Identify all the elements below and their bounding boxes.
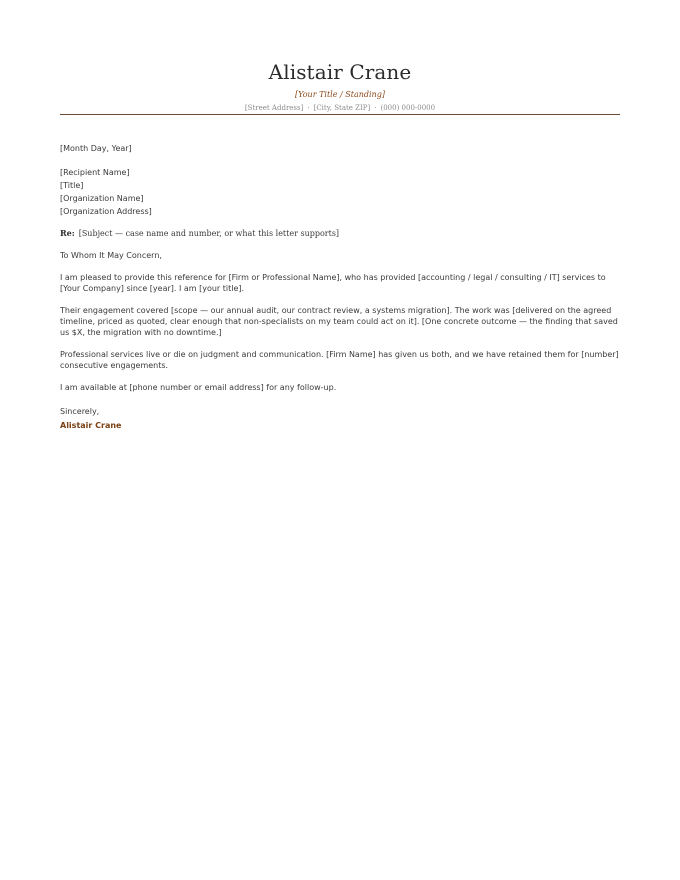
recipient-name: [Recipient Name] <box>60 168 130 177</box>
sender-phone: (000) 000-0000 <box>380 104 436 112</box>
contact-separator: · <box>307 104 310 112</box>
recipient-organization: [Organization Name] <box>60 194 144 203</box>
letter-page <box>60 58 620 431</box>
header-divider <box>60 114 620 115</box>
letter-date: [Month Day, Year] <box>60 144 132 153</box>
subject-text: [Subject — case name and number, or what this letter supports] <box>78 229 340 238</box>
body-paragraph: I am pleased to provide this reference for [Firm or Professional Name], who has provided [accounting / legal / consulting / IT] services to [Your Company] since [year]. I am [your title]. <box>60 273 606 293</box>
body-paragraph: Professional services live or die on judgment and communication. [Firm Name] has given us both, and we have retained them for [number] consecutive engagements. <box>60 350 619 370</box>
sender-title: [Your Title / Standing] <box>295 90 385 99</box>
sender-contact <box>60 103 620 113</box>
recipient-address: [Organization Address] <box>60 207 152 216</box>
body-paragraph: Their engagement covered [scope — our annual audit, our contract review, a systems migration]. The work was [delivered on the agreed timeline, priced as quoted, clear enough that non-specialists on my team could act on it]. [One concrete outcome — the finding that saved us $X, the migration with no downtime.] <box>60 306 618 337</box>
recipient-title: [Title] <box>60 181 84 190</box>
closing: Sincerely, <box>60 407 100 416</box>
contact-separator: · <box>374 104 377 112</box>
body-paragraph: I am available at [phone number or email address] for any follow-up. <box>60 383 337 392</box>
salutation: To Whom It May Concern, <box>60 251 162 260</box>
sender-name: Alistair Crane <box>268 60 412 84</box>
subject-label: Re: <box>60 228 75 238</box>
letterhead <box>60 58 620 115</box>
signature-name: Alistair Crane <box>60 421 122 430</box>
recipient-block <box>60 166 620 218</box>
sender-address: [Street Address] <box>244 104 304 112</box>
sender-city: [City, State ZIP] <box>313 104 371 112</box>
subject-line <box>60 228 620 239</box>
